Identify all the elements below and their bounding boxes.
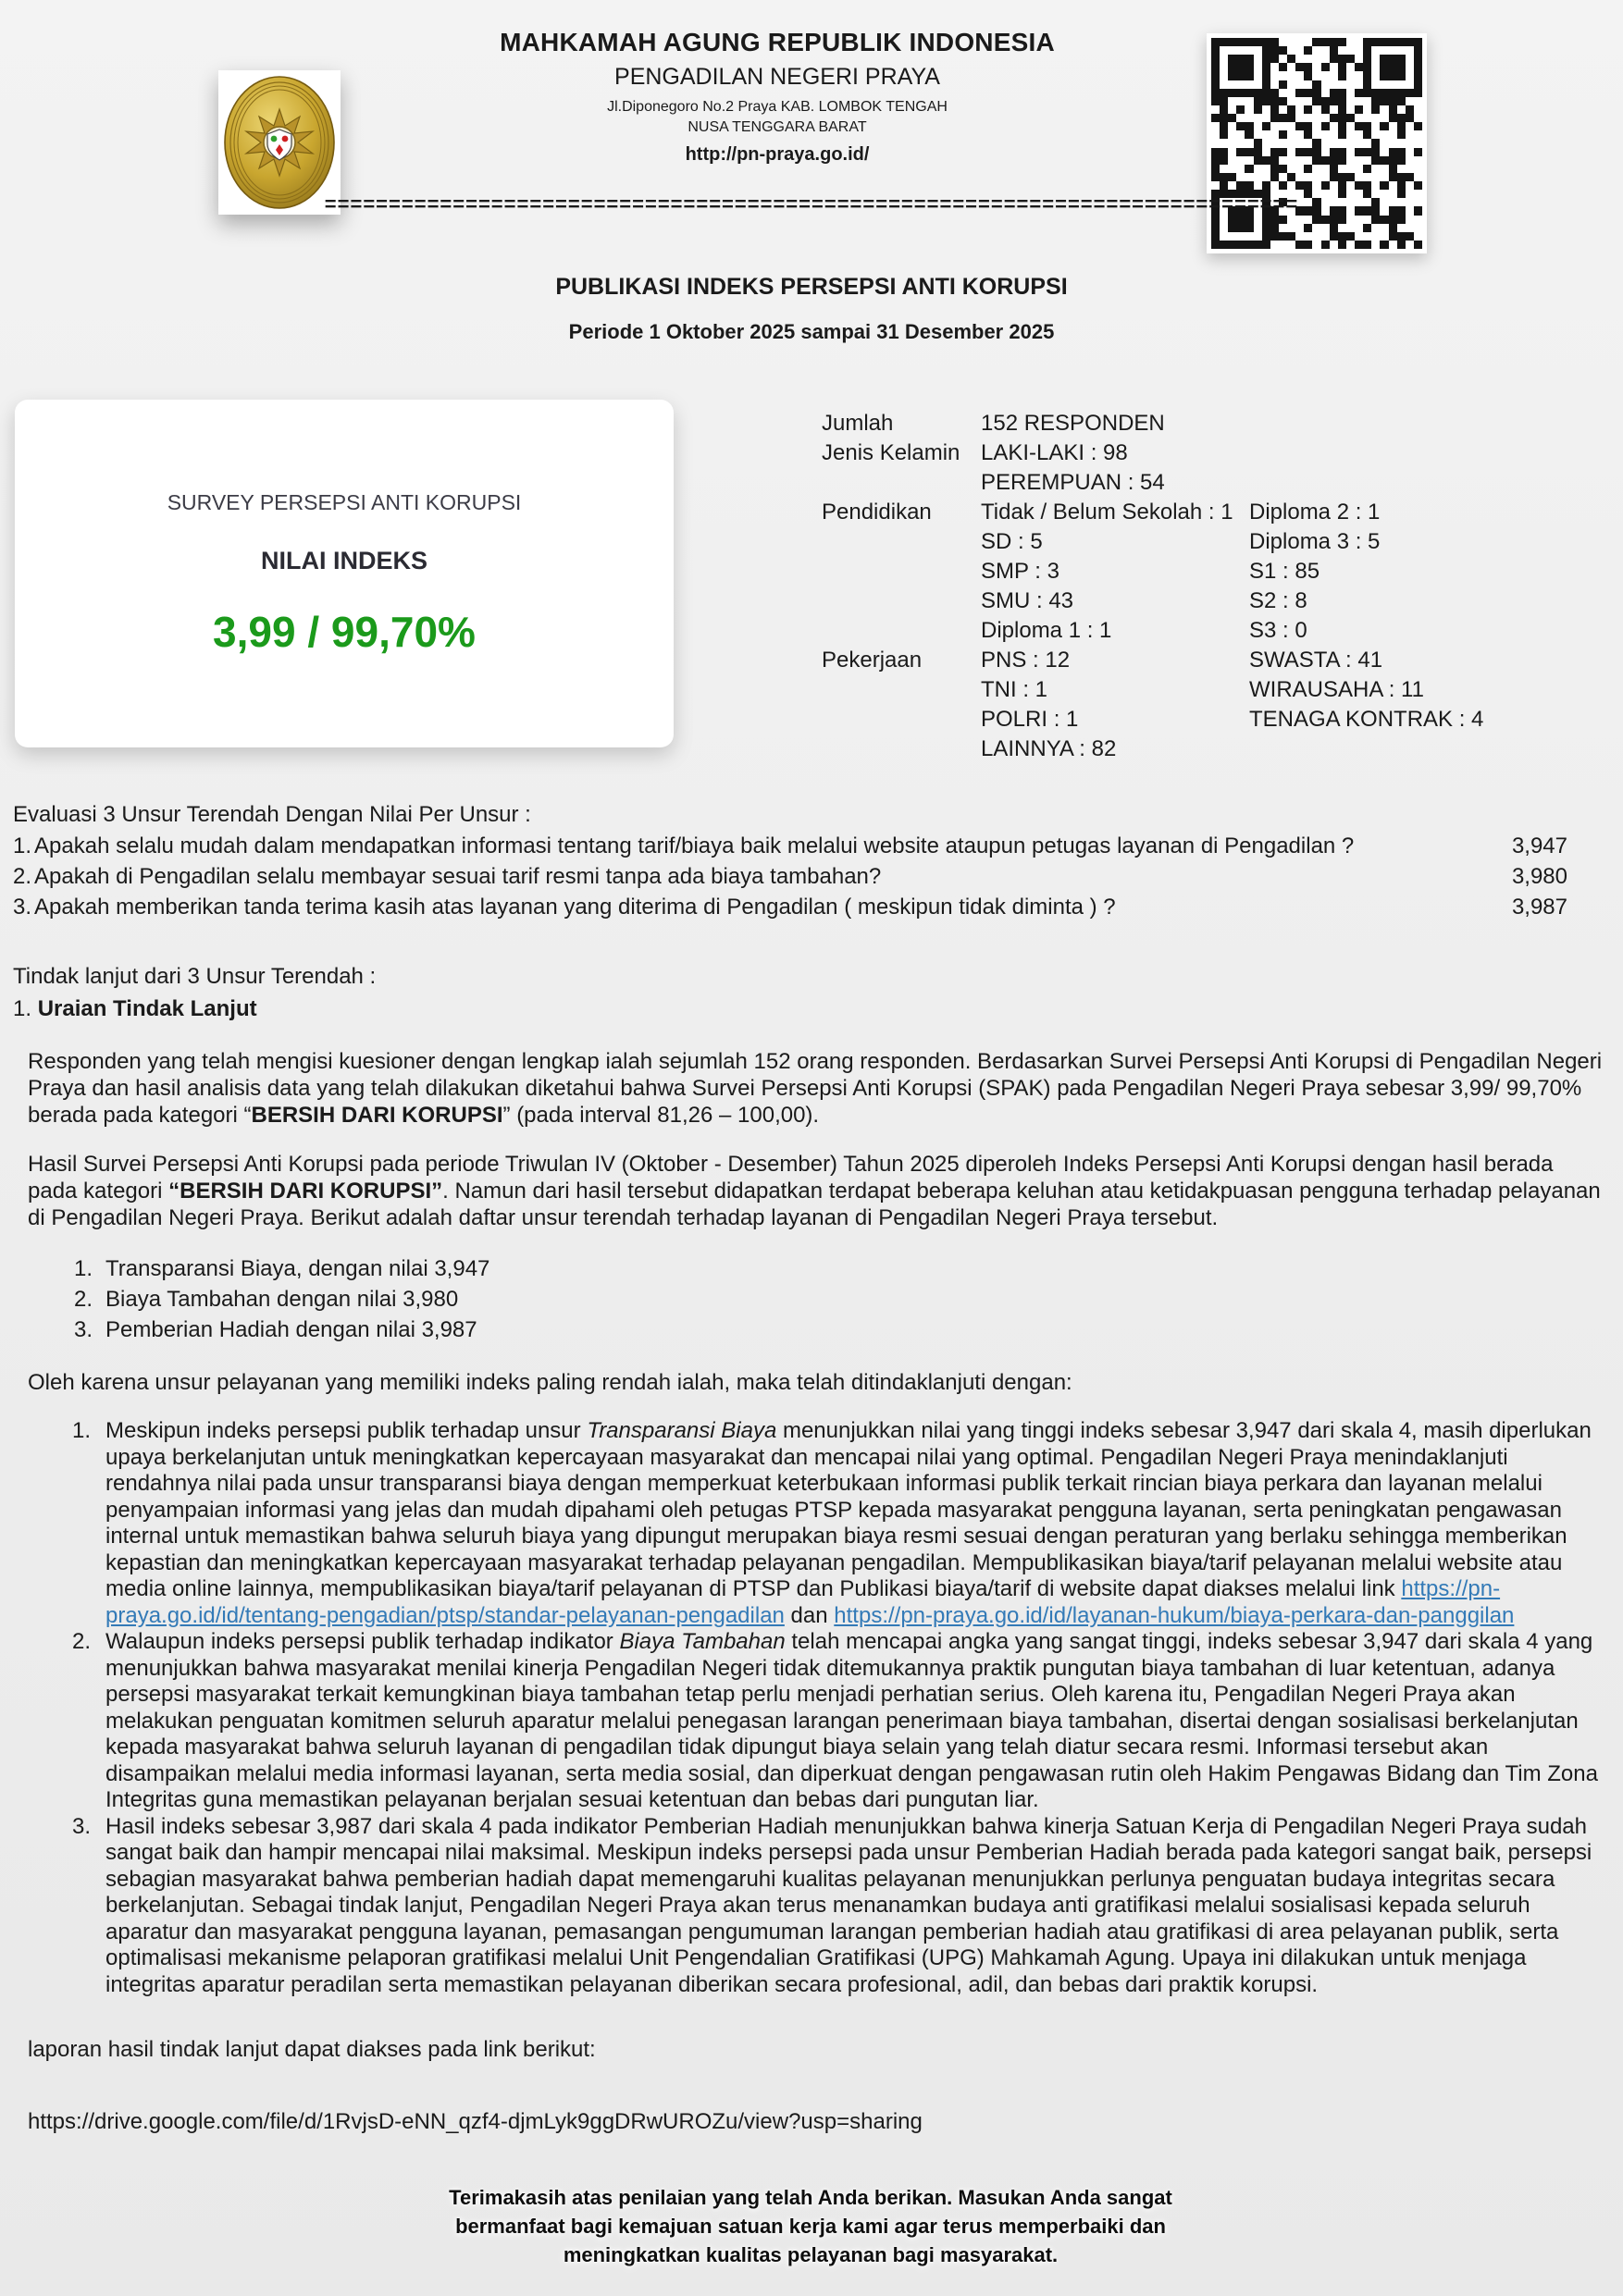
report-access-line: laporan hasil tindak lanjut dapat diakses pada link berikut: <box>28 2037 596 2062</box>
table-row: Diploma 1 : 1 S3 : 0 <box>981 618 1307 643</box>
masthead <box>0 0 1623 766</box>
followup-subheading: 1. Uraian Tindak Lanjut <box>13 996 257 1021</box>
table-row: POLRI : 1 TENAGA KONTRAK : 4 <box>981 707 1484 732</box>
table-row: Pekerjaan PNS : 12 SWASTA : 41 <box>822 648 1383 673</box>
court-address: Jl.Diponegoro No.2 Praya KAB. LOMBOK TENGAH <box>607 99 948 115</box>
evaluation-question: Apakah selalu mudah dalam mendapatkan informasi tentang tarif/biaya baik melalui website ataupun petugas layanan di Pengadilan ? <box>34 833 1355 858</box>
court-name: PENGADILAN NEGERI PRAYA <box>614 64 940 90</box>
table-row: SMU : 43 S2 : 8 <box>981 588 1307 613</box>
separator-line: ============================================================================ <box>324 192 1299 216</box>
table-row: Jumlah 152 RESPONDEN <box>822 411 1165 436</box>
inline-link[interactable]: https://pn-praya.go.id/id/layanan-hukum/biaya-perkara-dan-panggilan <box>834 1602 1515 1628</box>
court-province: NUSA TENGGARA BARAT <box>688 119 867 135</box>
list-item: 3. Pemberian Hadiah dengan nilai 3,987 <box>74 1317 477 1342</box>
evaluation-heading: Evaluasi 3 Unsur Terendah Dengan Nilai Per Unsur : <box>13 802 531 827</box>
action-item: 1. Meskipun indeks persepsi publik terhadap unsur Transparansi Biaya menunjukkan nilai yang tinggi indeks sebesar 3,947 dari skala 4, masih diperlukan upaya berkelanjutan untuk meningkatkan kepercayaan masyarakat dan mencapai nilai yang optimal. Pengadilan Negeri Praya menindaklanjuti rendahnya nilai pada unsur transparansi biaya dengan memperkuat keterbukaan informasi publik terkait rincian biaya perkara dan layanan melalui penyampaian informasi yang jelas dan mudah dipahami oleh petugas PTSP kepada masyarakat pengguna layanan, serta peningkatan pengawasan internal untuk memastikan bahwa seluruh biaya yang dipungut merupakan biaya resmi sesuai dengan peraturan yang berlaku sehingga memberikan kepastian dan meningkatkan kepercayaan masyarakat terhadap pelayanan pengadilan. Mempublikasikan biaya/tarif pelayanan melalui website atau media online lainnya, mempublikasikan biaya/tarif pelayanan di PTSP dan Publikasi biaya/tarif di website dapat diakses melalui link https://pn-praya.go.id/id/tentang-pengadian/ptsp/standar-pelayanan-pengadilan dan https://pn-praya.go.id/id/layanan-hukum/biaya-perkara-dan-panggilan <box>72 1418 1592 1628</box>
evaluation-score: 3,980 <box>1511 864 1567 889</box>
respondent-stats <box>822 409 1483 764</box>
court-website: http://pn-praya.go.id/ <box>685 144 870 165</box>
org-name: MAHKAMAH AGUNG REPUBLIK INDONESIA <box>500 28 1055 56</box>
document-body <box>0 799 1623 2269</box>
mahkamah-agung-seal-icon <box>222 74 337 211</box>
evaluation-item: 1. Apakah selalu mudah dalam mendapatkan informasi tentang tarif/biaya baik melalui website ataupun petugas layanan di Pengadilan ? 3,947 <box>13 831 1608 861</box>
thank-you-note: Terimakasih atas penilaian yang telah Anda berikan. Masukan Anda sangat bermanfaat bagi kemajuan satuan kerja kami agar terus memperbaiki dan meningkatkan kualitas pelayanan bagi masyarakat. <box>449 2186 1172 2266</box>
paragraph-respondents: Responden yang telah mengisi kuesioner dengan lengkap ialah sejumlah 152 orang responden. Berdasarkan Survei Persepsi Anti Korupsi di Pengadilan Negeri Praya dan hasil analisis data yang telah dilakukan diketahui bahwa Survei Persepsi Anti Korupsi (SPAK) pada Pengadilan Negeri Praya sebesar 3,99/ 99,70% berada pada kategori “BERSIH DARI KORUPSI” (pada interval 81,26 – 100,00). <box>28 1049 1603 1128</box>
evaluation-score: 3,987 <box>1511 895 1567 920</box>
evaluation-score: 3,947 <box>1511 833 1567 858</box>
followup-section <box>13 961 1608 2135</box>
evaluation-question: Apakah di Pengadilan selalu membayar sesuai tarif resmi tanpa ada biaya tambahan? <box>34 864 882 889</box>
table-row: TNI : 1 WIRAUSAHA : 11 <box>981 677 1424 702</box>
index-label: NILAI INDEKS <box>260 547 427 574</box>
survey-label: SURVEY PERSEPSI ANTI KORUPSI <box>167 490 522 514</box>
lowest-elements-list <box>74 1253 1608 1345</box>
table-row: SMP : 3 S1 : 85 <box>981 559 1320 584</box>
qr-code <box>1207 33 1427 253</box>
evaluation-section <box>13 799 1608 922</box>
table-row: Jenis Kelamin LAKI-LAKI : 98 <box>822 440 1128 465</box>
evaluation-item: 2. Apakah di Pengadilan selalu membayar sesuai tarif resmi tanpa ada biaya tambahan? 3,980 <box>13 861 1608 892</box>
table-row: PEREMPUAN : 54 <box>981 470 1165 495</box>
actions-intro: Oleh karena unsur pelayanan yang memiliki indeks paling rendah ialah, maka telah ditindaklanjuti dengan: <box>28 1370 1072 1395</box>
index-score-card <box>15 400 674 747</box>
index-value: 3,99 / 99,70% <box>213 608 476 656</box>
letterhead <box>389 28 1166 166</box>
evaluation-question: Apakah memberikan tanda terima kasih atas layanan yang diterima di Pengadilan ( meskipun tidak diminta ) ? <box>34 895 1116 920</box>
list-item: 2. Biaya Tambahan dengan nilai 3,980 <box>74 1287 459 1312</box>
action-item: 3. Hasil indeks sebesar 3,987 dari skala 4 pada indikator Pemberian Hadiah menunjukkan bahwa kinerja Satuan Kerja di Pengadilan Negeri Praya sudah sangat baik dan hampir mencapai nilai maksimal. Meskipun indeks persepsi pada unsur Pemberian Hadiah berada pada kategori sangat baik, persepsi sebagian masyarakat bahwa pemberian hadiah dapat memengaruhi kualitas pelayanan menunjukkan perlunya penguatan budaya integritas secara berkelanjutan. Sebagai tindak lanjut, Pengadilan Negeri Praya akan terus menanamkan budaya anti gratifikasi melalui sosialisasi kepada seluruh aparatur dan masyarakat pengguna layanan, pemasangan pengumuman larangan pemberian hadiah atau gratifikasi di area pelayanan publik, serta optimalisasi mekanisme pelaporan gratifikasi melalui Unit Pengendalian Gratifikasi (UPG) Mahkamah Agung. Upaya ini dilakukan untuk menjaga integritas aparatur peradilan serta memastikan pelayanan diberikan secara profesional, adil, dan bebas dari praktik korupsi. <box>72 1813 1592 1997</box>
evaluation-item: 3. Apakah memberikan tanda terima kasih atas layanan yang diterima di Pengadilan ( meskipun tidak diminta ) ? 3,987 <box>13 892 1608 922</box>
page-period: Periode 1 Oktober 2025 sampai 31 Desember 2025 <box>568 320 1055 343</box>
action-item: 2. Walaupun indeks persepsi publik terhadap indikator Biaya Tambahan telah mencapai angka yang sangat tinggi, indeks sebesar 3,947 dari skala 4 yang menunjukkan bahwa masyarakat menilai kinerja Pengadilan Negeri tidak ditemukannya praktik pungutan biaya tambahan di luar ketentuan, adanya persepsi masyarakat terkait kemungkinan biaya tambahan tetap perlu menjadi perhatian serius. Oleh karena itu, Pengadilan Negeri Praya akan melakukan penguatan komitmen seluruh aparatur melalui penegasan larangan penerimaan biaya tambahan, disertai dengan sosialisasi berkelanjutan kepada masyarakat bahwa seluruh layanan di pengadilan tidak dipungut biaya selain yang telah diatur secara resmi. Informasi tersebut akan disampaikan melalui media informasi layanan, serta media sosial, dan diperkuat dengan pengawasan rutin oleh Hakim Pengawas Bidang dan Tim Zona Integritas guna memastikan pelayanan berjalan sesuai ketentuan dan bebas dari pungutan liar. <box>72 1629 1598 1812</box>
table-row: LAINNYA : 82 <box>981 736 1117 761</box>
list-item: 1. Transparansi Biaya, dengan nilai 3,947 <box>74 1256 490 1281</box>
table-row: Pendidikan Tidak / Belum Sekolah : 1 Diploma 2 : 1 <box>822 500 1381 525</box>
actions-list <box>13 1418 1608 1998</box>
report-drive-link: https://drive.google.com/file/d/1RvjsD-eNN_qzf4-djmLyk9ggDRwUROZu/view?usp=sharing <box>28 2109 923 2134</box>
inline-link[interactable]: https://pn-praya.go.id/id/tentang-pengadian/ptsp/standar-pelayanan-pengadilan <box>105 1576 1501 1628</box>
paragraph-result: Hasil Survei Persepsi Anti Korupsi pada periode Triwulan IV (Oktober - Desember) Tahun 2025 diperoleh Indeks Persepsi Anti Korupsi dengan hasil berada pada kategori “BERSIH DARI KORUPSI”. Namun dari hasil tersebut didapatkan terdapat beberapa keluhan atau ketidakpuasan pengguna terhadap pelayanan di Pengadilan Negeri Praya. Berikut adalah daftar unsur terendah terhadap layanan di Pengadilan Negeri Praya tersebut. <box>28 1152 1601 1230</box>
followup-heading: Tindak lanjut dari 3 Unsur Terendah : <box>13 964 377 989</box>
table-row: SD : 5 Diploma 3 : 5 <box>981 529 1381 554</box>
page-title: PUBLIKASI INDEKS PERSEPSI ANTI KORUPSI <box>555 274 1068 300</box>
